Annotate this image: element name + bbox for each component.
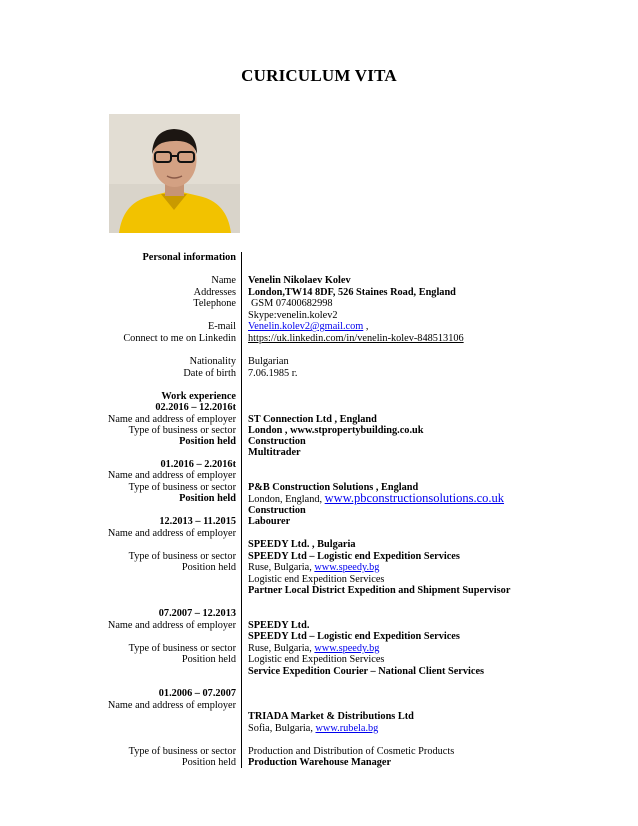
sector-label: Type of business or sector	[128, 643, 236, 654]
profile-photo	[109, 114, 240, 233]
website-link[interactable]: www.speedy.bg	[314, 643, 380, 654]
job-dates: 07.2007 – 12.2013	[158, 608, 236, 619]
name-label: Name	[211, 275, 236, 286]
employer-value: ST Connection Ltd , England	[248, 414, 377, 425]
sector-value: London , www.stpropertybuilding.co.uk	[248, 425, 424, 436]
employer-label: Name and address of employer	[107, 528, 236, 539]
employer-label: Name and address of employer	[107, 700, 236, 711]
telephone-value: GSM 07400682998	[251, 298, 333, 309]
employer-value: SPEEDY Ltd.	[248, 620, 310, 631]
sector-value: Logistic end Expedition Services	[248, 654, 385, 665]
position-value: Production Warehouse Manager	[248, 757, 392, 768]
sector-label: Type of business or sector	[128, 551, 236, 562]
job-dates: 01.2006 – 07.2007	[158, 688, 236, 699]
location-text: London, England,	[248, 494, 325, 505]
position-label: Position held	[181, 757, 236, 768]
linkedin-line	[248, 333, 464, 345]
sector-value: SPEEDY Ltd – Logistic end Expedition Services	[248, 551, 460, 562]
location-line	[248, 492, 504, 506]
dob-value: 7.06.1985 г.	[248, 368, 298, 379]
position-value: Partner Local District Expedition and Shipment Supervisor	[248, 585, 511, 596]
employer-value: TRIADA Market & Distributions Ltd	[248, 711, 414, 722]
employer-label: Name and address of employer	[107, 620, 236, 631]
location-line	[248, 562, 379, 574]
dob-label: Date of birth	[183, 368, 236, 379]
position-label: Position held	[179, 436, 236, 447]
nationality-label: Nationality	[189, 356, 236, 367]
personal-information-heading: Personal information	[142, 252, 236, 263]
email-label: E-mail	[207, 321, 236, 332]
document-title: CURICULUM VITA	[241, 66, 397, 85]
employer-label: Name and address of employer	[107, 414, 236, 425]
telephone-label: Telephone	[193, 298, 236, 309]
job-dates: 12.2013 – 11.2015	[159, 516, 236, 527]
employer-value: SPEEDY Ltd. , Bulgaria	[248, 539, 356, 550]
website-link[interactable]: www.pbconstructionsolutions.co.uk	[324, 491, 505, 505]
sector-label: Type of business or sector	[128, 425, 236, 436]
job-dates: 01.2016 – 2.2016t	[160, 459, 236, 470]
linkedin-label: Connect to me on Linkedin	[123, 333, 236, 344]
employer-value-2: SPEEDY Ltd – Logistic end Expedition Services	[248, 631, 460, 642]
website-link[interactable]: www.rubela.bg	[315, 723, 379, 734]
sector-label: Type of business or sector	[128, 746, 236, 757]
portrait-image	[109, 114, 240, 233]
location-text: Ruse, Bulgaria,	[248, 562, 315, 573]
location-text: Sofia, Bulgaria,	[248, 723, 316, 734]
work-experience-heading: Work experience	[161, 391, 236, 402]
position-label: Position held	[181, 562, 236, 573]
nationality-value: Bulgarian	[248, 356, 289, 367]
position-label: Position held	[181, 654, 236, 665]
skype-value: Skype:venelin.kolev2	[248, 310, 338, 321]
website-link[interactable]: www.speedy.bg	[314, 562, 380, 573]
sector-label: Type of business or sector	[128, 482, 236, 493]
sector-value: Construction	[248, 505, 306, 516]
name-value: Venelin Nikolaev Kolev	[248, 275, 351, 286]
location-text: Ruse, Bulgaria,	[248, 643, 315, 654]
services-text: Logistic end Expedition Services	[248, 574, 385, 585]
job-dates: 02.2016 – 12.2016t	[155, 402, 236, 413]
column-divider	[241, 252, 242, 768]
position-value: Service Expedition Courier – National Client Services	[248, 666, 485, 677]
linkedin-link[interactable]: https://uk.linkedin.com/in/venelin-kolev-848513106	[248, 333, 464, 344]
address-value: London,TW14 8DF, 526 Staines Road, England	[248, 287, 456, 298]
email-link[interactable]: Venelin.kolev2@gmail.com	[248, 321, 364, 332]
employer-value: P&B Construction Solutions , England	[248, 482, 419, 493]
email-line	[248, 321, 368, 333]
position-label: Position held	[179, 493, 236, 504]
sector-value: Production and Distribution of Cosmetic Products	[248, 746, 455, 757]
position-value: Labourer	[248, 516, 291, 527]
address-label: Addresses	[193, 287, 236, 298]
email-suffix: ,	[363, 321, 369, 332]
position-value: Construction	[248, 436, 306, 447]
employer-label: Name and address of employer	[107, 470, 236, 481]
location-line	[248, 723, 378, 735]
position-value-2: Multitrader	[248, 447, 301, 458]
